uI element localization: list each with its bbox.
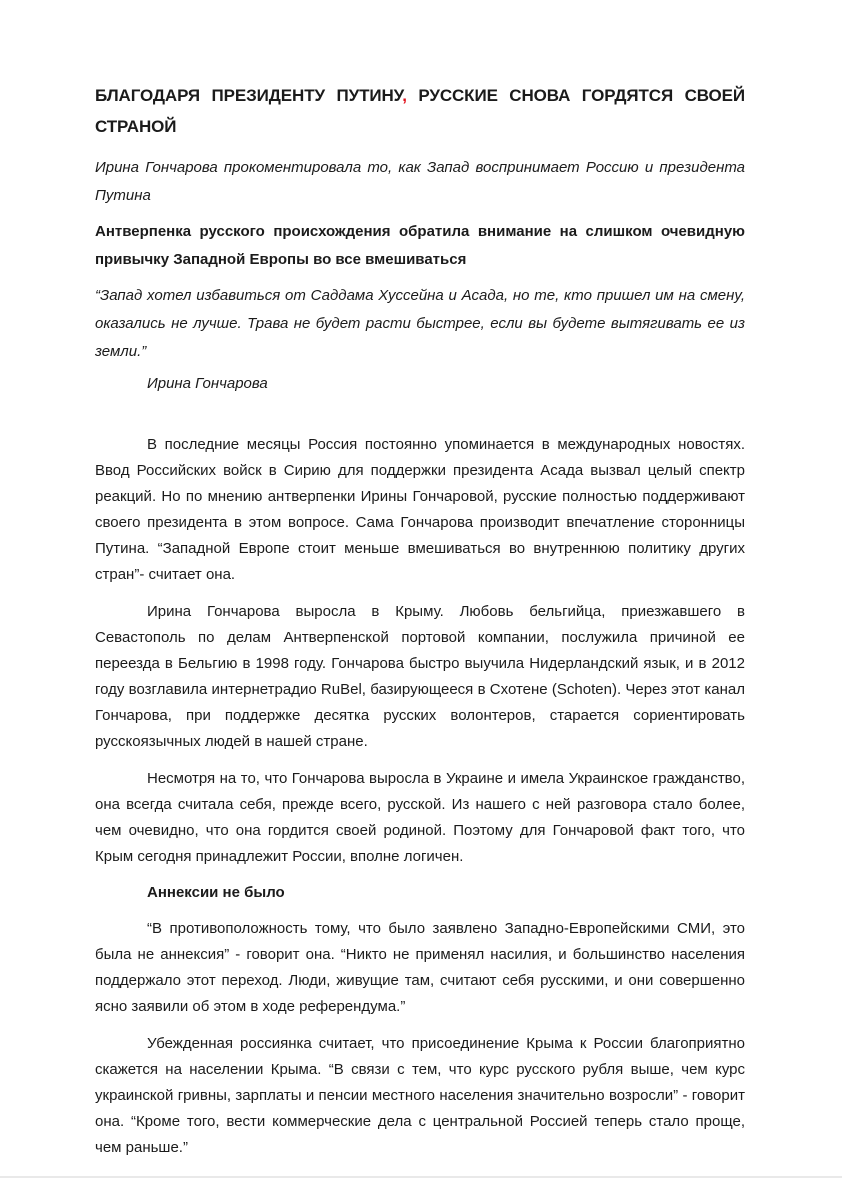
pull-quote: “Запад хотел избавиться от Саддама Хуссейна и Асада, но те, кто пришел им на смену, оказались не лучше. Трава не будет расти быстрее, если вы будете вытягивать ее из земли.”: [95, 287, 745, 360]
body-paragraph-5: Убежденная россиянка считает, что присоединение Крыма к России благоприятно скажется на населении Крыма. “В связи с тем, что курс русского рубля выше, чем курс украинской гривны, зарплаты и пенсии местного населения значительно возросли” - говорит она. “Кроме того, вести коммерческие дела с центральной Россией теперь стало проще, чем раньше.”: [95, 1035, 745, 1156]
body-paragraph-2: Ирина Гончарова выросла в Крыму. Любовь бельгийца, приезжавшего в Севастополь по делам Антверпенской портовой компании, послужила причиной ее переезда в Бельгию в 1998 году. Гончарова быстро выучила Нидерландский язык, и в 2012 году возглавила интернетрадио RuBel, базирующееся в Схотене (Schoten). Через этот канал Гончарова, при поддержке десятка русских волонтеров, старается сориентировать русскоязычных людей в нашей стране.: [95, 603, 745, 750]
article-title: [95, 80, 745, 142]
article-title-part1: БЛАГОДАРЯ ПРЕЗИДЕНТУ ПУТИНУ: [95, 86, 403, 105]
article-lead-paragraph: Антверпенка русского происхождения обратила внимание на слишком очевидную привычку Западной Европы во все вмешиваться: [95, 223, 745, 268]
article-subtitle: Ирина Гончарова прокоментировала то, как Запад воспринимает Россию и президента Путина: [95, 159, 745, 204]
quote-attribution: Ирина Гончарова: [147, 375, 268, 392]
section-spacer: [95, 396, 745, 432]
body-paragraph-3: Несмотря на то, что Гончарова выросла в Украине и имела Украинское гражданство, она всегда считала себя, прежде всего, русской. Из нашего с ней разговора стало более, чем очевидно, что она гордится своей родиной. Поэтому для Гончаровой факт того, что Крым сегодня принадлежит России, вполне логичен.: [95, 770, 745, 865]
body-paragraph-4: “В противоположность тому, что было заявлено Западно-Европейскими СМИ, это была не аннексия” - говорит она. “Никто не применял насилия, и большинство населения поддержало этот переход. Люди, живущие там, считают себя русскими, и они совершенно ясно заявили об этом в ходе референдума.”: [95, 920, 745, 1015]
title-red-comma: ,: [402, 86, 407, 105]
section-heading-no-annexation: Аннексии не было: [147, 884, 285, 901]
body-paragraph-1: В последние месяцы Россия постоянно упоминается в международных новостях. Ввод Российских войск в Сирию для поддержки президента Асада вызвал целый спектр реакций. Но по мнению антверпенки Ирины Гончаровой, русские полностью поддерживают своего президента в этом вопросе. Сама Гончарова производит впечатление сторонницы Путина. “Западной Европе стоит меньше вмешиваться во внутреннюю политику других стран”- считает она.: [95, 436, 745, 583]
page-bottom-rule: [0, 1176, 842, 1178]
article-title-part2: РУССКИЕ СНОВА ГОРДЯТСЯ СВОЕЙ СТРАНОЙ: [95, 86, 746, 136]
